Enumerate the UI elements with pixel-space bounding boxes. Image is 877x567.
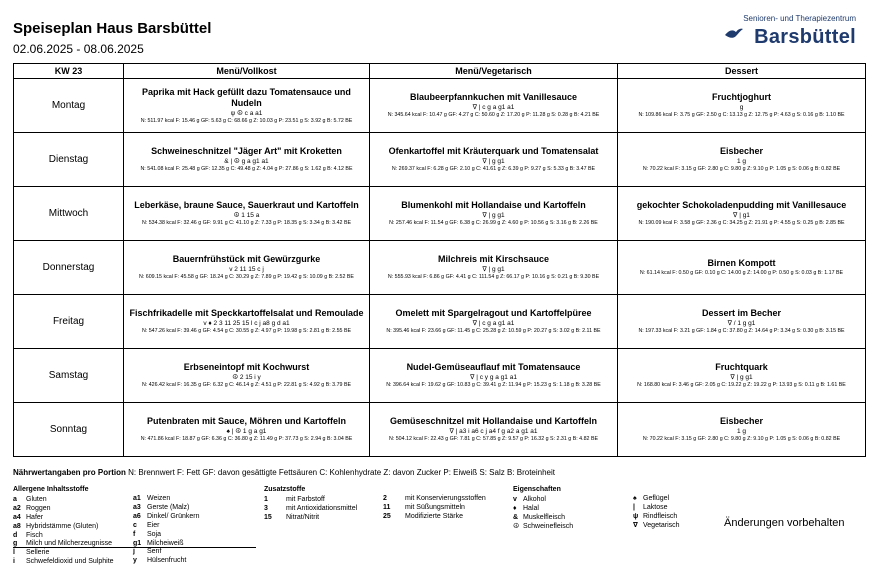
dish-codes: ☮ 1 15 a	[233, 212, 260, 219]
dish-name: gekochter Schokoladenpudding mit Vanillesauce	[636, 200, 847, 210]
dish-name: Dessert im Becher	[701, 308, 782, 318]
dish-nutrition: N: 61.14 kcal F: 0.50 g GF: 0.10 g C: 14.00 g Z: 14.00 g P: 0.50 g S: 0.03 g B: 1.17 BE	[639, 270, 844, 276]
allergens-column-b	[133, 495, 200, 566]
main-cell	[124, 295, 370, 349]
legend-item	[633, 504, 680, 513]
legend-key: ♦	[513, 504, 517, 512]
legend-key: v	[513, 495, 517, 503]
legend-key: ψ	[633, 512, 639, 520]
table-row	[14, 241, 866, 295]
dish-nutrition: N: 70.22 kcal F: 3.15 g GF: 2.80 g C: 9.80 g Z: 9.10 g P: 1.05 g S: 0.06 g B: 0.82 BE	[642, 436, 841, 442]
menu-table	[13, 63, 866, 457]
legend-value: Halal	[523, 504, 539, 512]
legend-key: 2	[383, 495, 387, 502]
legend-key: a1	[133, 495, 141, 502]
legend-value: Milch und Milcherzeugnisse	[26, 540, 112, 548]
dish-name: Eisbecher	[719, 146, 764, 156]
table-row	[14, 79, 866, 133]
dish-nutrition: N: 541.08 kcal F: 25.48 g GF: 12.35 g C: 49.48 g Z: 4.04 g P: 27.86 g S: 1.62 g B: 4.12 BE	[140, 166, 353, 172]
dish-name: Omelett mit Spargelragout und Kartoffelpüree	[395, 308, 592, 318]
additives-column-b	[383, 495, 486, 522]
legend-value: Alkohol	[523, 495, 546, 503]
column-header-week: KW 23	[14, 64, 124, 79]
legend-key: g	[13, 540, 18, 548]
legend-value: Soja	[147, 530, 162, 538]
day-cell: Freitag	[14, 295, 124, 349]
dessert-cell	[618, 79, 866, 133]
legend-key: 3	[264, 504, 268, 512]
nutrition-legend-text: N: Brennwert F: Fett GF: davon gesättigte Fettsäuren C: Kohlenhydrate Z: davon Zucker P: Eiweiß S: Salz B: Broteinheit	[125, 468, 555, 477]
dish-nutrition: N: 190.09 kcal F: 3.58 g GF: 2.36 g C: 34.25 g Z: 21.91 g P: 4.55 g S: 0.25 g B: 2.85 BE	[638, 220, 845, 226]
properties-column-a	[513, 486, 573, 532]
dish-nutrition: N: 547.26 kcal F: 39.46 g GF: 4.54 g C: 30.55 g Z: 4.97 g P: 19.98 g S: 2.81 g B: 2.55 BE	[141, 328, 352, 334]
dish-codes: ∇ | a3 i a6 c j a4 f g a2 a g1 a1	[449, 428, 538, 435]
legend-item	[513, 505, 573, 514]
legend-value: Gerste (Malz)	[147, 503, 190, 511]
legend-item	[133, 495, 200, 504]
dish-codes: ∇ | g g1	[482, 158, 505, 165]
main-cell	[124, 133, 370, 187]
main-cell	[124, 349, 370, 403]
table-row	[14, 187, 866, 241]
legend-item	[13, 496, 114, 505]
dish-nutrition: N: 197.33 kcal F: 3.21 g GF: 1.84 g C: 37.80 g Z: 14.64 g P: 3.34 g S: 0.30 g B: 3.15 BE	[638, 328, 845, 334]
dish-name: Nudel-Gemüseauflauf mit Tomatensauce	[406, 362, 581, 372]
dish-nutrition: N: 471.86 kcal F: 18.87 g GF: 6.36 g C: 36.80 g Z: 11.49 g P: 37.73 g S: 2.94 g B: 3.04 BE	[140, 436, 353, 442]
dish-name: Schweineschnitzel "Jäger Art" mit Kroketten	[151, 146, 342, 156]
dish-nutrition: N: 504.12 kcal F: 22.43 g GF: 7.81 g C: 57.85 g Z: 9.57 g P: 16.32 g S: 2.31 g B: 4.82 BE	[388, 436, 599, 442]
dish-nutrition: N: 70.22 kcal F: 3.15 g GF: 2.80 g C: 9.80 g Z: 9.10 g P: 1.05 g S: 0.06 g B: 0.82 BE	[642, 166, 841, 172]
legend-value: Sellerie	[26, 549, 50, 557]
legend-value: Hybridstämme (Gluten)	[26, 522, 99, 530]
additives-heading: Zusatzstoffe	[264, 486, 306, 493]
dish-nutrition: N: 257.46 kcal F: 11.54 g GF: 6.38 g C: 26.99 g Z: 4.60 g P: 10.56 g S: 3.16 g B: 2.26 BE	[389, 220, 598, 226]
legend-value: Senf	[147, 548, 162, 556]
day-cell: Sonntag	[14, 403, 124, 457]
legend-item	[513, 496, 573, 505]
dish-nutrition: N: 511.97 kcal F: 15.46 g GF: 5.63 g C: 68.66 g Z: 10.03 g P: 23.51 g S: 3.92 g B: 5.72 BE	[140, 117, 353, 124]
legend-key: a8	[13, 522, 21, 530]
day-cell: Montag	[14, 79, 124, 133]
dish-codes: ☮ 2 15 i y	[232, 374, 261, 381]
allergens-heading: Allergene Inhaltsstoffe	[13, 486, 89, 493]
legend-key: 1	[264, 495, 268, 503]
legend-value: Rindfleisch	[643, 512, 678, 520]
legend-item	[133, 548, 200, 557]
legend-value: Vegetarisch	[643, 521, 680, 529]
legend-key: c	[133, 521, 137, 529]
dish-codes: ∇ / 1 g g1	[727, 320, 756, 327]
dish-name: Birnen Kompott	[707, 258, 776, 268]
legend-item	[133, 557, 200, 566]
dish-codes: ∇ | c g a g1 a1	[472, 104, 515, 111]
legend-value: Geflügel	[643, 495, 670, 502]
legend-key: |	[633, 503, 635, 511]
dish-codes: ∇ | c y g a g1 a1	[470, 374, 517, 381]
legend-item	[13, 540, 114, 549]
legend-value: Muskelfleisch	[523, 513, 566, 521]
properties-heading: Eigenschaften	[513, 486, 561, 493]
legend-key: &	[513, 513, 519, 521]
dish-name: Leberkäse, braune Sauce, Sauerkraut und Kartoffeln	[134, 200, 359, 210]
legend-key: ♠	[633, 495, 637, 502]
additives-column-a	[264, 486, 357, 523]
legend-item	[383, 495, 486, 504]
legend-key: f	[133, 530, 136, 538]
veg-cell	[370, 403, 618, 457]
legend-item	[13, 558, 114, 567]
table-header-row	[14, 64, 866, 79]
legend-item	[513, 523, 573, 532]
legend-item	[13, 514, 114, 523]
legend-item	[264, 496, 357, 505]
dish-codes: ∇ | g g1	[482, 212, 505, 219]
dish-codes: v 2 11 15 c j	[229, 266, 264, 273]
veg-cell	[370, 349, 618, 403]
dessert-cell	[618, 295, 866, 349]
dish-name: Bauernfrühstück mit Gewürzgurke	[172, 254, 321, 264]
dessert-cell	[618, 241, 866, 295]
logo-brand: Barsbüttel	[754, 26, 856, 48]
dessert-cell	[618, 187, 866, 241]
legend-key: d	[13, 531, 18, 539]
legend-key: g1	[133, 539, 142, 547]
legend-value: mit Konservierungsstoffen	[405, 495, 486, 502]
main-cell	[124, 79, 370, 133]
column-header-vegetarian: Menü/Vegetarisch	[370, 64, 618, 79]
legend-item	[383, 504, 486, 513]
logo-subtitle: Senioren- und Therapiezentrum	[743, 14, 856, 23]
dish-codes: & | ☮ g a g1 a1	[224, 158, 269, 165]
legend-item	[13, 523, 114, 532]
dish-nutrition: N: 609.15 kcal F: 45.58 g GF: 18.24 g C: 30.29 g Z: 7.89 g P: 19.42 g S: 10.09 g B: 2.52 BE	[139, 274, 354, 280]
legend-item	[264, 505, 357, 514]
legend-value: Schwefeldioxid und Sulphite	[26, 558, 114, 566]
veg-cell	[370, 241, 618, 295]
legend-value: Schweinefleisch	[523, 522, 574, 530]
dish-name: Putenbraten mit Sauce, Möhren und Kartoffeln	[146, 416, 346, 426]
legend-value: Milcheiweiß	[147, 539, 184, 547]
bird-icon	[724, 26, 744, 42]
legend-value: Hafer	[26, 513, 44, 521]
table-row	[14, 403, 866, 457]
dish-name: Milchreis mit Kirschsauce	[437, 254, 550, 264]
legend-value: Roggen	[26, 504, 51, 512]
table-row	[14, 295, 866, 349]
table-row	[14, 349, 866, 403]
legend-key: l	[13, 549, 15, 557]
dish-codes: ♠ | ☮ 1 g a g1	[226, 428, 267, 435]
legend-item	[633, 495, 680, 504]
nutrition-legend	[13, 468, 555, 477]
properties-column-b	[633, 495, 680, 531]
dish-name: Eisbecher	[719, 416, 764, 426]
dish-nutrition: N: 396.64 kcal F: 19.62 g GF: 10.83 g C: 39.41 g Z: 11.94 g P: 15.23 g S: 1.18 g B: 3.28 BE	[386, 382, 601, 388]
legend-key: ☮	[513, 522, 520, 530]
main-cell	[124, 241, 370, 295]
legend-value: Nitrat/Nitrit	[286, 513, 320, 521]
veg-cell	[370, 187, 618, 241]
day-cell: Samstag	[14, 349, 124, 403]
allergens-column-a	[13, 486, 114, 567]
dish-codes: 1 g	[736, 158, 747, 165]
dish-name: Gemüseschnitzel mit Hollandaise und Kartoffeln	[389, 416, 598, 426]
legend-item	[133, 522, 200, 531]
dish-name: Ofenkartoffel mit Kräuterquark und Tomatensalat	[388, 146, 599, 156]
legend-item	[633, 513, 680, 522]
veg-cell	[370, 79, 618, 133]
dish-nutrition: N: 345.64 kcal F: 10.47 g GF: 4.27 g C: 50.60 g Z: 17.20 g P: 11.28 g S: 0.28 g B: 4.21 BE	[387, 112, 600, 118]
dessert-cell	[618, 133, 866, 187]
legend-item	[264, 514, 357, 523]
logo	[722, 12, 862, 52]
column-header-main: Menü/Vollkost	[124, 64, 370, 79]
dish-nutrition: N: 426.42 kcal F: 16.35 g GF: 6.32 g C: 46.14 g Z: 4.51 g P: 22.81 g S: 4.92 g B: 3.79 BE	[141, 382, 352, 388]
legend-value: Eier	[147, 521, 160, 529]
veg-cell	[370, 295, 618, 349]
dish-name: Fruchtjoghurt	[712, 92, 771, 102]
legend-item	[633, 522, 680, 531]
legend-key: a	[13, 495, 17, 503]
legend-item	[13, 532, 114, 541]
legend-value: Dinkel/ Grünkern	[147, 512, 200, 520]
day-cell: Mittwoch	[14, 187, 124, 241]
dish-nutrition: N: 269.37 kcal F: 6.28 g GF: 2.10 g C: 41.61 g Z: 6.39 g P: 9.27 g S: 5.33 g B: 3.47 BE	[391, 166, 596, 172]
legend-key: 25	[383, 512, 391, 520]
day-cell: Donnerstag	[14, 241, 124, 295]
legend-key: i	[13, 558, 15, 566]
veg-cell	[370, 133, 618, 187]
dish-name: Fischfrikadelle mit Speckkartoffelsalat und Remoulade	[129, 308, 364, 318]
nutrition-legend-heading: Nährwertangaben pro Portion	[13, 468, 126, 477]
legend-item	[13, 505, 114, 514]
dish-codes: ψ ☮ c a a1	[230, 109, 263, 117]
legend-key: a2	[13, 504, 21, 512]
dish-nutrition: N: 168.80 kcal F: 3.46 g GF: 2.05 g C: 19.22 g Z: 19.22 g P: 13.93 g S: 0.11 g B: 1.61 BE	[637, 382, 846, 388]
page-title: Speiseplan Haus Barsbüttel	[13, 20, 212, 37]
legend-item	[133, 531, 200, 540]
legend-value: Weizen	[147, 495, 171, 502]
main-cell	[124, 403, 370, 457]
changes-note: Änderungen vorbehalten	[724, 517, 845, 529]
dish-name: Blumenkohl mit Hollandaise und Kartoffeln	[401, 200, 586, 210]
dish-codes: 1 g	[736, 428, 747, 435]
day-cell: Dienstag	[14, 133, 124, 187]
legend-key: a3	[133, 503, 141, 511]
legend-key: a6	[133, 512, 141, 520]
legend-item	[133, 504, 200, 513]
dish-codes: ∇ | c g a g1 a1	[472, 320, 515, 327]
dish-codes: ∇ | g g1	[482, 266, 505, 273]
legend-value: Fisch	[26, 531, 43, 539]
legend-key: 11	[383, 503, 391, 511]
legend-item	[133, 513, 200, 522]
legend-value: mit Antioxidationsmittel	[286, 504, 358, 512]
dish-codes: v ♦ 2 3 11 25 15 l c j a8 g d a1	[203, 320, 290, 327]
dish-nutrition: N: 534.38 kcal F: 32.46 g GF: 9.91 g C: 41.10 g Z: 7.33 g P: 18.35 g S: 3.34 g B: 3.42 BE	[141, 220, 352, 226]
dish-codes: ∇ | g g1	[730, 374, 753, 381]
legend-key: 15	[264, 513, 272, 521]
divider	[13, 547, 256, 548]
legend-key: y	[133, 557, 137, 565]
legend-key: a4	[13, 513, 21, 521]
date-range: 02.06.2025 - 08.06.2025	[13, 42, 144, 56]
dessert-cell	[618, 349, 866, 403]
legend-key: j	[133, 548, 135, 556]
legend-value: mit Farbstoff	[286, 495, 325, 503]
legend-value: Laktose	[643, 503, 668, 511]
legend-item	[383, 513, 486, 522]
main-cell	[124, 187, 370, 241]
legend-value: Modifizierte Stärke	[405, 512, 463, 520]
legend-item	[513, 514, 573, 523]
dish-codes: g	[739, 104, 744, 111]
dessert-cell	[618, 403, 866, 457]
legend-value: Hülsenfrucht	[147, 557, 187, 565]
legend-value: mit Süßungsmitteln	[405, 503, 465, 511]
dish-codes: ∇ | g1	[733, 212, 750, 219]
column-header-dessert: Dessert	[618, 64, 866, 79]
legend-item	[13, 549, 114, 558]
dish-nutrition: N: 555.93 kcal F: 6.86 g GF: 4.41 g C: 111.54 g Z: 66.17 g P: 10.16 g S: 0.21 g B: 9.30 BE	[387, 274, 600, 280]
dish-nutrition: N: 109.86 kcal F: 3.75 g GF: 2.50 g C: 13.13 g Z: 12.75 g P: 4.63 g S: 0.16 g B: 1.10 BE	[638, 112, 845, 118]
dish-name: Blaubeerpfannkuchen mit Vanillesauce	[409, 92, 578, 102]
dish-name: Fruchtquark	[715, 362, 768, 372]
legend-key: ∇	[633, 521, 638, 529]
table-row	[14, 133, 866, 187]
legend-value: Gluten	[26, 495, 47, 503]
dish-nutrition: N: 395.46 kcal F: 23.66 g GF: 11.45 g C: 25.28 g Z: 10.59 g P: 20.27 g S: 3.02 g B: 2.11 BE	[386, 328, 601, 334]
dish-name: Paprika mit Hack gefüllt dazu Tomatensauce und Nudeln	[142, 86, 351, 108]
dish-name: Erbseneintopf mit Kochwurst	[183, 362, 310, 372]
